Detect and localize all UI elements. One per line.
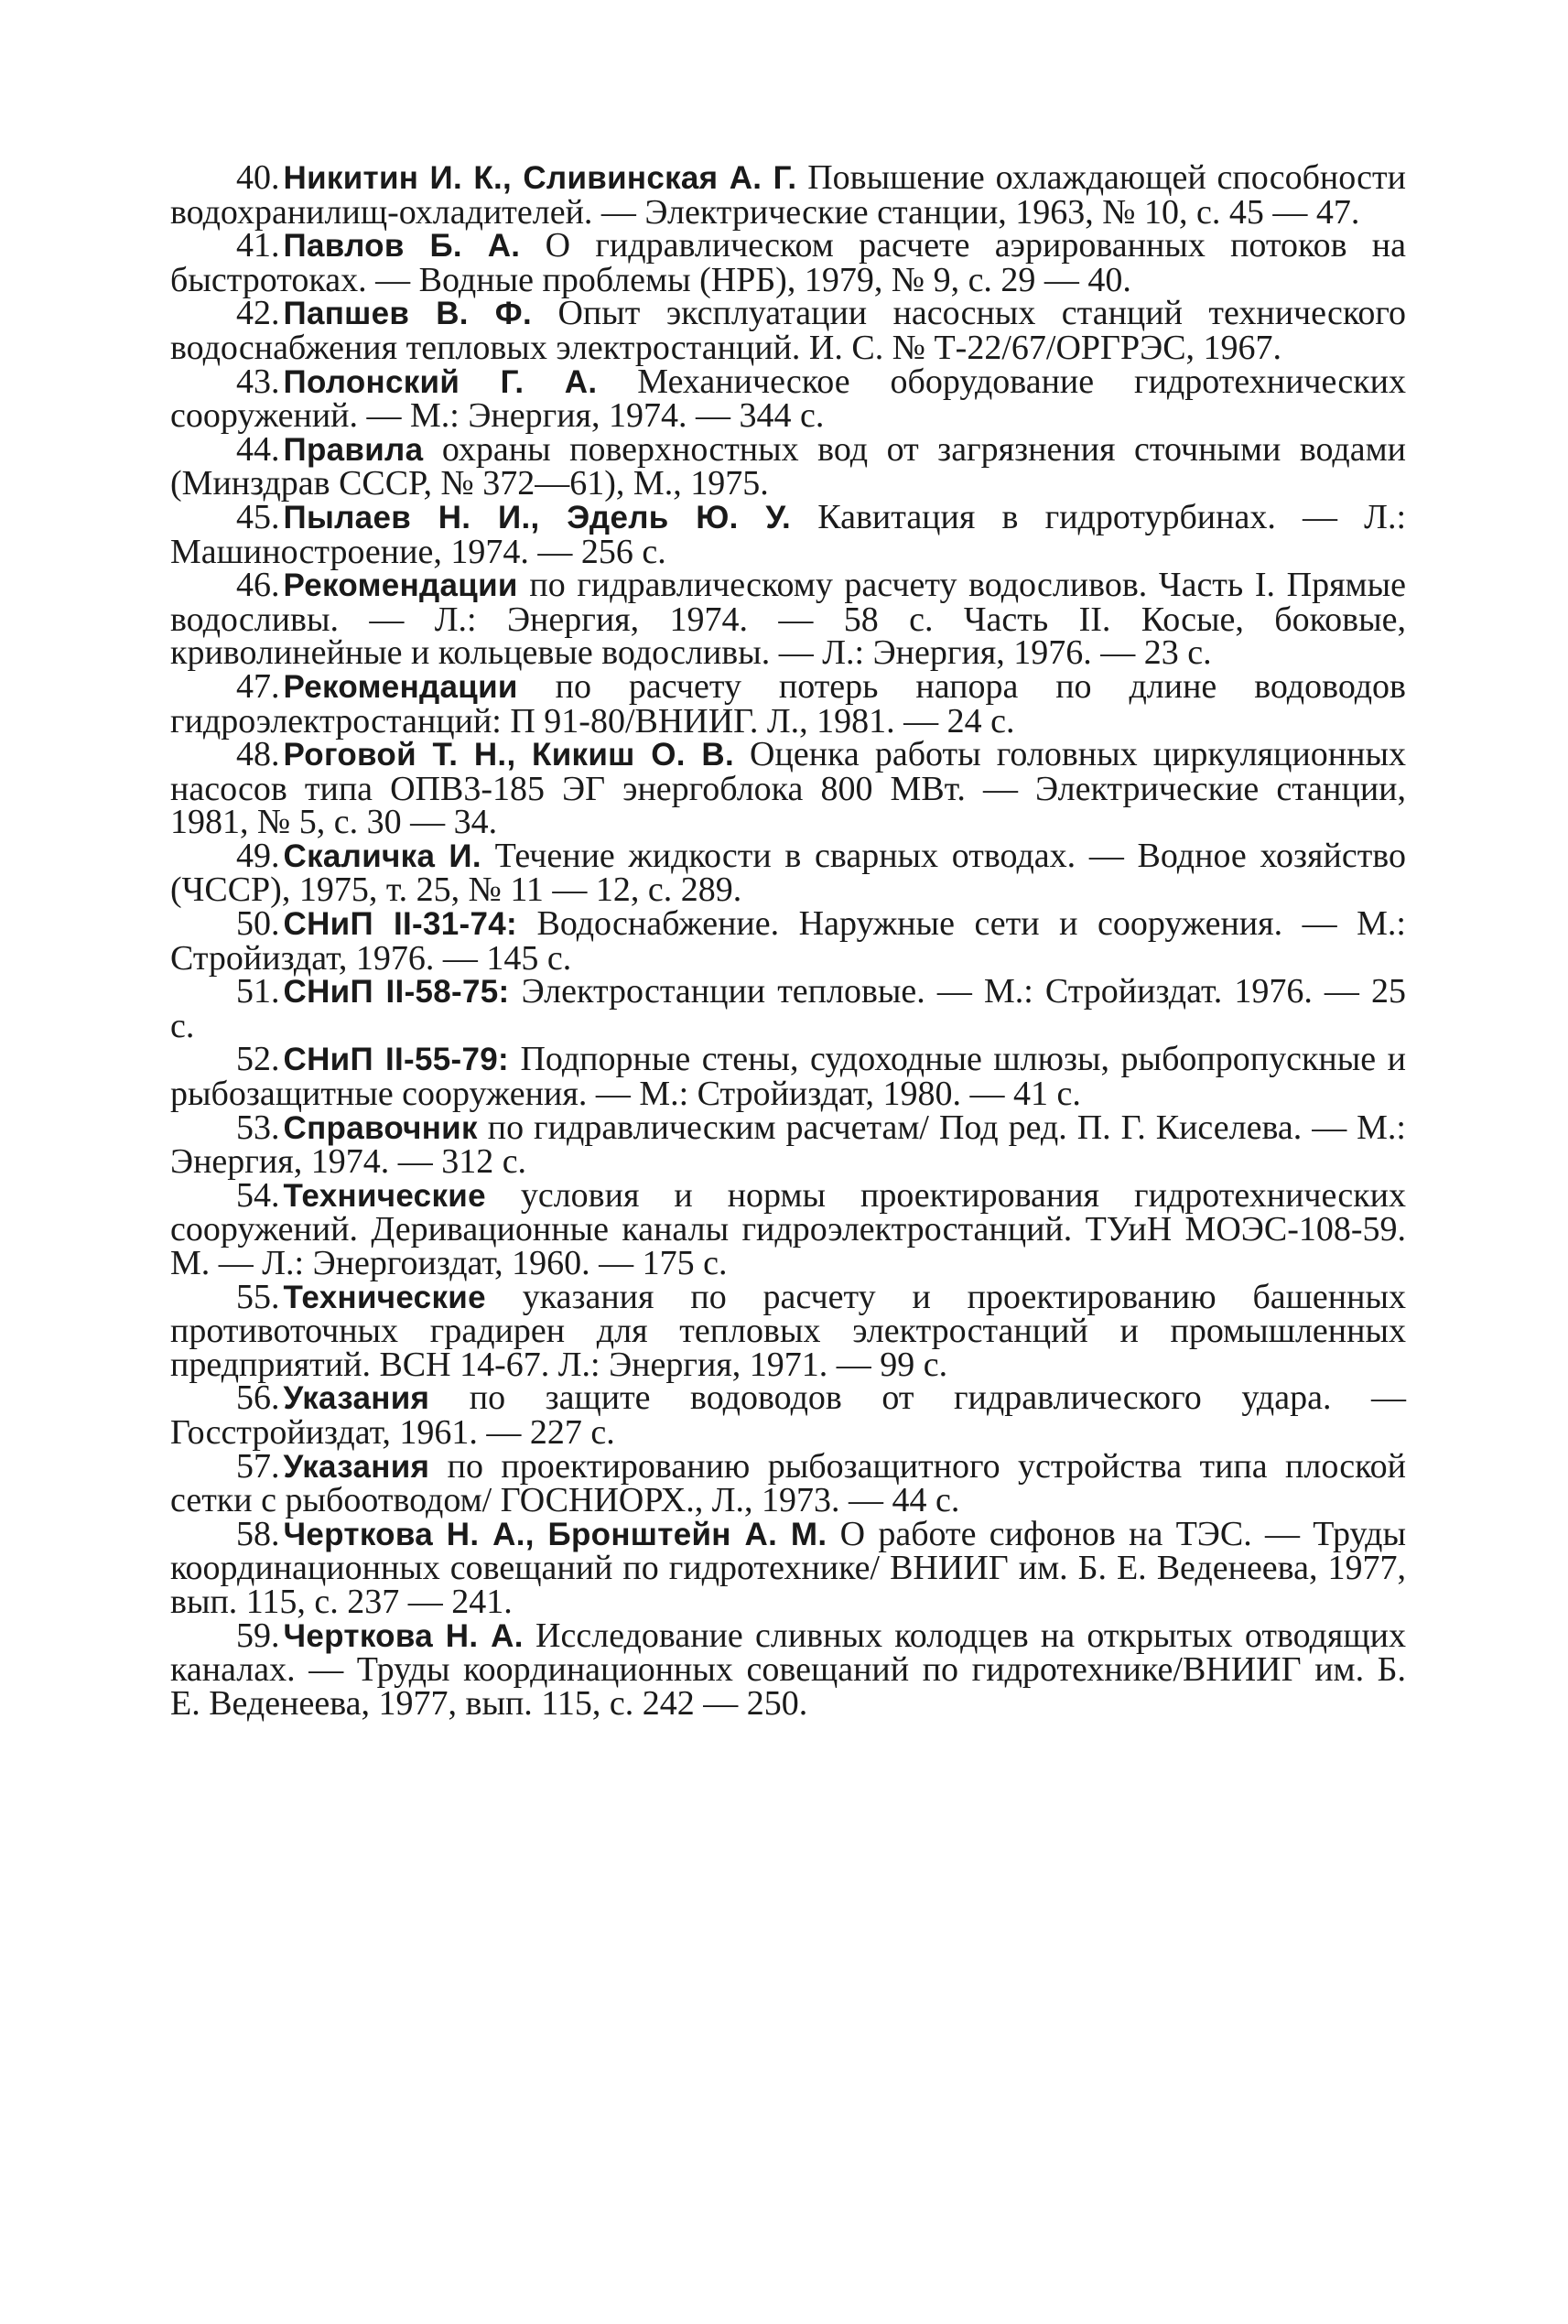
reference-number: 59. bbox=[236, 1616, 280, 1655]
reference-author: Пылаев Н. И., Эдель Ю. У. bbox=[283, 499, 792, 535]
reference-author: Роговой Т. Н., Кикиш О. В. bbox=[283, 737, 734, 773]
reference-author: Скаличка И. bbox=[283, 838, 481, 874]
reference-author: Правила bbox=[283, 431, 424, 468]
reference-entry bbox=[170, 666, 1406, 740]
reference-list bbox=[170, 158, 1407, 1723]
reference-number: 53. bbox=[236, 1108, 280, 1147]
reference-author: Черткова Н. А. bbox=[283, 1617, 524, 1654]
reference-entry bbox=[170, 226, 1406, 299]
reference-text: Механическое оборудование гидротехнических сооружений. — М.: Энергия, 1974. — 344 с. bbox=[170, 362, 1407, 436]
reference-entry bbox=[170, 294, 1407, 367]
reference-number: 57. bbox=[236, 1446, 280, 1486]
reference-number: 54. bbox=[236, 1175, 280, 1215]
reference-entry bbox=[170, 972, 1406, 1045]
reference-text: указания по расчету и проектированию башенных противоточных градирен для тепловых электростанций и промышленных предприятий. ВСН 14-67. Л.: Энергия, 1971. — 99 с. bbox=[170, 1277, 1406, 1384]
reference-number: 51. bbox=[236, 972, 280, 1011]
reference-number: 55. bbox=[236, 1277, 280, 1316]
reference-text: Подпорные стены, судоходные шлюзы, рыбопропускные и рыбозащитные сооружения. — М.: Стройиздат, 1980. — 41 с. bbox=[170, 1040, 1406, 1114]
reference-entry bbox=[170, 836, 1406, 910]
reference-entry bbox=[170, 362, 1407, 436]
reference-text: Оценка работы головных циркуляционных насосов типа ОПВ3-185 ЭГ энергоблока 800 МВт. — Электрические станции, 1981, № 5, с. 30 — 34. bbox=[170, 735, 1406, 842]
reference-entry bbox=[170, 566, 1406, 673]
reference-author: Указания bbox=[283, 1380, 430, 1417]
reference-author: Никитин И. К., Сливинская А. Г. bbox=[283, 160, 797, 196]
reference-number: 50. bbox=[236, 904, 280, 944]
reference-author: Рекомендации bbox=[283, 668, 518, 705]
reference-entry bbox=[170, 1616, 1406, 1723]
reference-entry bbox=[170, 1108, 1406, 1182]
reference-entry bbox=[170, 735, 1406, 842]
reference-author: Рекомендации bbox=[283, 567, 518, 604]
reference-number: 48. bbox=[236, 735, 280, 774]
reference-number: 42. bbox=[236, 294, 280, 333]
reference-number: 46. bbox=[236, 566, 280, 605]
reference-author: СНиП II-58-75: bbox=[283, 974, 510, 1011]
reference-text: по расчету потерь напора по длине водоводов гидроэлектростанций: П 91-80/ВНИИГ. Л., 1981. — 24 с. bbox=[170, 666, 1406, 740]
reference-text: Исследование сливных колодцев на открытых отводящих каналах. — Труды координационных совещаний по гидротехнике/ВНИИГ им. Б. Е. Веденеева, 1977, вып. 115, с. 242 — 250. bbox=[170, 1616, 1406, 1723]
reference-text: по гидравлическим расчетам/ Под ред. П. Г. Киселева. — М.: Энергия, 1974. — 312 с. bbox=[170, 1108, 1406, 1182]
reference-author: СНиП II-31-74: bbox=[283, 906, 517, 943]
reference-text: Течение жидкости в сварных отводах. — Водное хозяйство (ЧССР), 1975, т. 25, № 11 — 12, с. 289. bbox=[170, 836, 1406, 910]
reference-number: 56. bbox=[236, 1378, 280, 1418]
reference-text: О работе сифонов на ТЭС. — Труды координационных совещаний по гидротехнике/ ВНИИГ им. Б. Е. Веденеева, 1977, вып. 115, с. 237 — 241. bbox=[170, 1514, 1406, 1621]
reference-entry bbox=[170, 904, 1406, 978]
reference-number: 41. bbox=[236, 226, 280, 265]
reference-author: Указания bbox=[283, 1448, 430, 1485]
reference-number: 47. bbox=[236, 666, 280, 706]
reference-author: СНиП II-55-79: bbox=[283, 1042, 509, 1078]
reference-author: Черткова Н. А., Бронштейн А. М. bbox=[283, 1516, 827, 1552]
reference-entry bbox=[170, 497, 1406, 571]
reference-author: Справочник bbox=[283, 1109, 478, 1146]
reference-text: по гидравлическому расчету водосливов. Часть I. Прямые водосливы. — Л.: Энергия, 1974. — 58 с. Часть II. Косые, боковые, криволинейные и кольцевые водосливы. — Л.: Энергия, 1976. — 23 с. bbox=[170, 566, 1406, 673]
reference-number: 58. bbox=[236, 1514, 280, 1553]
reference-entry bbox=[170, 1277, 1406, 1384]
reference-text: охраны поверхностных вод от загрязнения сточными водами (Минздрав СССР, № 372—61), М., 1975. bbox=[170, 429, 1406, 503]
reference-text: по защите водоводов от гидравлического удара. — Госстройиздат, 1961. — 227 с. bbox=[170, 1378, 1406, 1452]
reference-number: 40. bbox=[236, 158, 280, 197]
reference-number: 49. bbox=[236, 836, 280, 875]
reference-author: Полонский Г. А. bbox=[283, 363, 598, 400]
reference-entry bbox=[170, 1514, 1406, 1621]
reference-text: Электростанции тепловые. — М.: Стройиздат. 1976. — 25 с. bbox=[170, 972, 1406, 1045]
reference-author: Технические bbox=[283, 1279, 486, 1315]
reference-text: Кавитация в гидротурбинах. — Л.: Машиностроение, 1974. — 256 с. bbox=[170, 497, 1406, 571]
reference-entry bbox=[170, 1446, 1406, 1520]
reference-text: Опыт эксплуатации насосных станций технического водоснабжения тепловых электростанций. И. С. № Т-22/67/ОРГРЭС, 1967. bbox=[170, 294, 1407, 367]
reference-text: Повышение охлаждающей способности водохранилищ-охладителей. — Электрические станции, 1963, № 10, с. 45 — 47. bbox=[170, 158, 1406, 232]
reference-author: Папшев В. Ф. bbox=[283, 296, 532, 332]
reference-text: О гидравлическом расчете аэрированных потоков на быстротоках. — Водные проблемы (НРБ), 1979, № 9, с. 29 — 40. bbox=[170, 226, 1406, 299]
reference-text: по проектированию рыбозащитного устройства типа плоской сетки с рыбоотводом/ ГОСНИОРХ., Л., 1973. — 44 с. bbox=[170, 1446, 1406, 1520]
reference-entry bbox=[170, 1040, 1406, 1114]
reference-entry bbox=[170, 1378, 1406, 1452]
reference-number: 43. bbox=[236, 362, 280, 401]
reference-number: 45. bbox=[236, 497, 280, 536]
reference-entry bbox=[170, 429, 1406, 503]
reference-author: Технические bbox=[283, 1177, 486, 1214]
reference-entry bbox=[170, 1175, 1406, 1282]
reference-text: условия и нормы проектирования гидротехнических сооружений. Деривационные каналы гидроэлектростанций. ТУиН МОЭС-108-59. М. — Л.: Энергоиздат, 1960. — 175 с. bbox=[170, 1175, 1406, 1282]
reference-text: Водоснабжение. Наружные сети и сооружения. — М.: Стройиздат, 1976. — 145 с. bbox=[170, 904, 1406, 978]
reference-entry bbox=[170, 158, 1406, 232]
reference-number: 44. bbox=[236, 429, 280, 469]
reference-author: Павлов Б. А. bbox=[283, 228, 521, 265]
reference-number: 52. bbox=[236, 1040, 280, 1079]
